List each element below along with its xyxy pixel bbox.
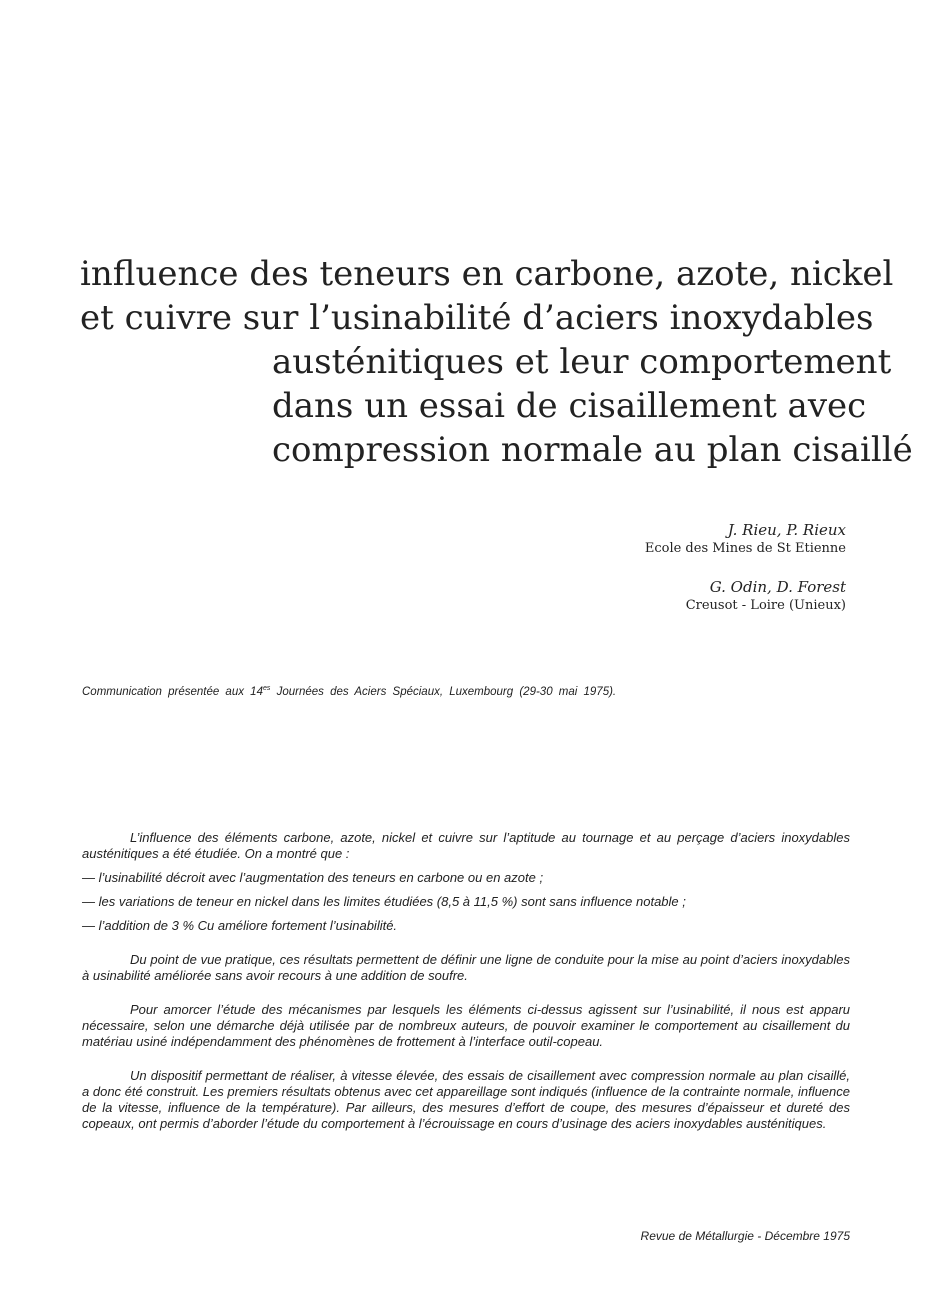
author-group-1: [645, 520, 846, 558]
ordinal-suffix: es: [262, 685, 271, 693]
title-line: influence des teneurs en carbone, azote, nickel: [80, 254, 894, 294]
author-names: J. Rieu, P. Rieux: [727, 521, 846, 539]
title-line: compression normale au plan cisaillé: [272, 430, 913, 470]
abstract-bullet: — l’addition de 3 % Cu améliore fortement l’usinabilité.: [82, 918, 398, 933]
author-affiliation: Creusot - Loire (Unieux): [685, 598, 846, 613]
title-line: dans un essai de cisaillement avec: [272, 386, 867, 426]
communication-note: [82, 684, 782, 700]
communication-text: Communication présentée aux 14: [82, 686, 263, 698]
paper-title: [80, 252, 913, 472]
abstract-bullet: — les variations de teneur en nickel dans les limites étudiées (8,5 à 11,5 %) sont sans influence notable ;: [82, 894, 686, 909]
journal-footer: Revue de Métallurgie - Décembre 1975: [640, 1229, 850, 1243]
abstract-intro: L’influence des éléments carbone, azote, nickel et cuivre sur l’aptitude au tournage et au perçage d’aciers inoxydables austénitiques a été étudiée. On a montré que :: [82, 830, 850, 861]
author-affiliation: Ecole des Mines de St Etienne: [644, 541, 846, 556]
abstract-paragraph: Pour amorcer l’étude des mécanismes par lesquels les éléments ci-dessus agissent sur l’usinabilité, il nous est apparu nécessaire, selon une démarche déjà utilisée par de nombreux auteurs, de pouvoir examiner le comportement au cisaillement du matériau usiné indépendamment des phénomènes de frottement à l’interface outil-copeau.: [82, 1002, 850, 1049]
author-names: G. Odin, D. Forest: [709, 578, 846, 596]
abstract: [82, 830, 850, 1132]
title-line: et cuivre sur l’usinabilité d’aciers inoxydables: [80, 298, 874, 338]
abstract-paragraph: Un dispositif permettant de réaliser, à vitesse élevée, des essais de cisaillement avec compression normale au plan cisaillé, a donc été construit. Les premiers résultats obtenus avec cet appareillage sont indiqués (influence de la contrainte normale, influence de la vitesse, influence de la température). Par ailleurs, des mesures d’effort de coupe, des mesures d’épaisseur et dureté des copeaux, ont permis d’aborder l’étude du comportement à l’écrouissage en cours d’usinage des aciers inoxydables austénitiques.: [82, 1068, 850, 1131]
abstract-paragraph: Du point de vue pratique, ces résultats permettent de définir une ligne de conduite pour la mise au point d’aciers inoxydables à usinabilité améliorée sans avoir recours à une addition de soufre.: [82, 952, 850, 983]
abstract-bullet: — l’usinabilité décroit avec l’augmentation des teneurs en carbone ou en azote ;: [82, 870, 544, 885]
author-group-2: [686, 577, 846, 615]
communication-text-end: Journées des Aciers Spéciaux, Luxembourg (29-30 mai 1975).: [270, 686, 617, 698]
title-line: austénitiques et leur comportement: [272, 342, 892, 382]
